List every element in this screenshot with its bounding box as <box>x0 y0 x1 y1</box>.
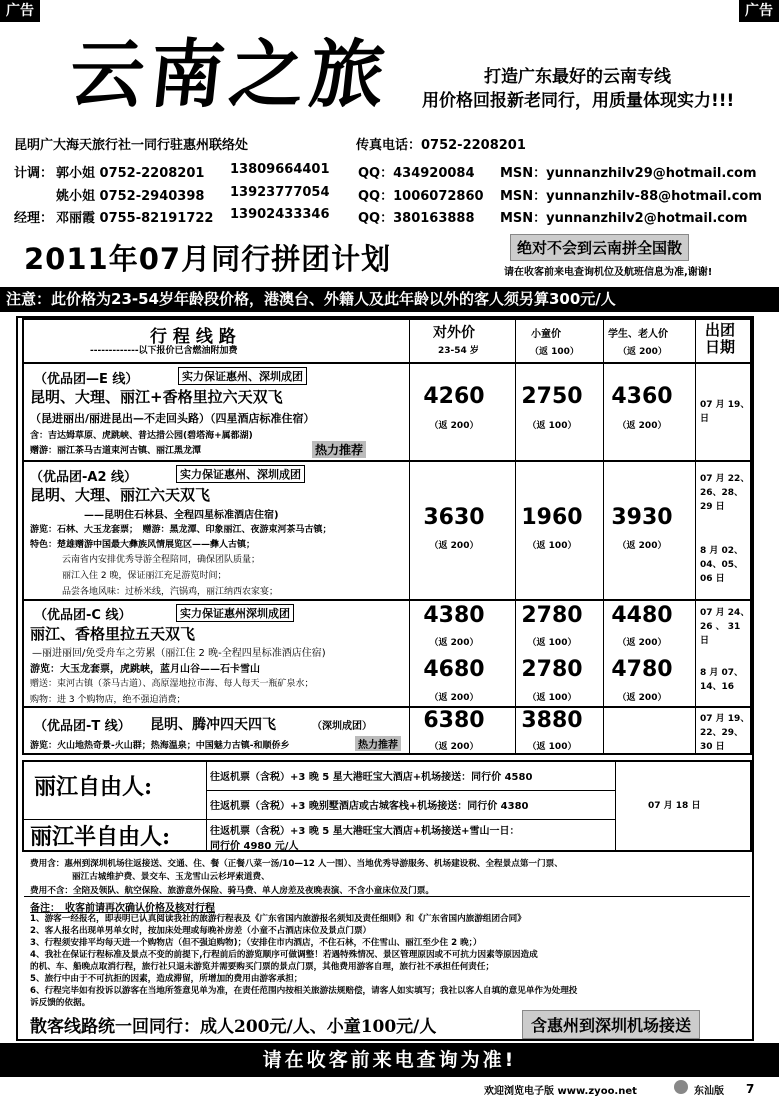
rebate: （返 200） <box>617 541 667 551</box>
airport-transfer-badge: 含惠州到深圳机场接送 <box>522 1010 700 1039</box>
tour-name: 昆明、大理、丽江六天双飞 <box>30 486 211 504</box>
col-divider <box>206 762 207 850</box>
rebate: （返 200） <box>429 421 479 431</box>
agency-name: 昆明广大海天旅行社一同行驻惠州联络处 <box>14 138 249 153</box>
col-divider <box>695 320 696 753</box>
fee-line: 费用不含：全陪及领队、航空保险、旅游意外保险、骑马费、单人房差及夜晚表演、不含小童床位及门票。 <box>30 886 434 896</box>
tour-tag: （优品团-A2 线） <box>30 470 138 485</box>
header-child-sub: （返 100） <box>530 347 579 357</box>
footer-site: 欢迎浏览电子版 www.zyoo.net <box>484 1086 637 1097</box>
tour-line: —丽进丽回/免受舟车之劳累（丽江住 2 晚-全程四星标准酒店住宿) <box>32 648 326 659</box>
free-label: 丽江自由人: <box>34 774 153 800</box>
rebate: （返 100） <box>527 638 577 648</box>
hot-recommend-badge: 热力推荐 <box>355 736 401 751</box>
depart-date: 07 月 19、22、29、30 日 <box>700 714 750 752</box>
price-adult: 3630 <box>423 505 485 530</box>
header-adult-sub: 23-54 岁 <box>438 346 479 356</box>
age-notice: 注意：此价格为23-54岁年龄段价格，港澳台、外籍人及此年龄以外的客人须另算300元/人 <box>0 287 779 312</box>
tour-line: 游览：石林、大玉龙套票； 赠游：黑龙潭、印象丽江、夜游束河茶马古镇； <box>30 525 332 535</box>
price-adult: 4380 <box>423 603 485 628</box>
logo: 云南之旅 <box>65 32 395 118</box>
contact-name: 邓丽霞 0755-82191722 <box>56 211 214 226</box>
guarantee-badge: 实力保证惠州、深圳成团 <box>178 367 307 385</box>
free-date: 07 月 18 日 <box>648 801 701 811</box>
tour-line: （昆进丽出/丽进昆出—不走回头路）（四星酒店标准住宿） <box>30 412 315 425</box>
depart-date: 8 月 07、14、16 <box>700 668 744 692</box>
role: 计调： <box>14 166 54 181</box>
mobile: 13923777054 <box>230 185 330 200</box>
row-divider <box>24 362 750 364</box>
page-number: 7 <box>746 1082 755 1096</box>
fee-line: 丽江古城维护费、景交车、玉龙雪山云杉坪索道费、 <box>72 872 270 882</box>
note-line: 4、我社在保证行程标准及景点不变的前提下,行程前后的游览顺序可做调整！若遇特殊情况、景区管理原因或不可抗力因素等原因造成 <box>30 950 538 960</box>
tour-line: 品尝各地风味：过桥米线，汽锅鸡，丽江纳西农家宴； <box>62 587 279 597</box>
qq: QQ：380163888 <box>358 211 475 226</box>
fee-line: 费用含：惠州到深圳机场往返接送、交通、住、餐（正餐八菜一汤/10—12 人一围）、当地优秀导游服务、机场建设税、全程景点第一门票、 <box>30 859 563 869</box>
header-child: 小童价 <box>531 329 561 340</box>
rebate: （返 200） <box>429 541 479 551</box>
retail-rebate-line: 散客线路统一回同行：成人200元/人、小童100元/人 <box>30 1017 437 1037</box>
price-child: 1960 <box>521 505 583 530</box>
msn: MSN：yunnanzhilv-88@hotmail.com <box>500 189 762 204</box>
tour-line: 游览：大玉龙套票，虎跳峡，蓝月山谷——石卡雪山 <box>30 664 260 675</box>
fax: 传真电话：0752-2208201 <box>356 138 526 153</box>
rebate: （返 100） <box>527 541 577 551</box>
tour-line: 特色：楚雄赠游中国最大彝族风情展览区——彝人古镇； <box>30 540 256 550</box>
guarantee-badge: 实力保证惠州、深圳成团 <box>176 465 305 483</box>
tour-suffix: （深圳成团） <box>312 721 372 732</box>
ad-label-right: 广告 <box>739 0 779 22</box>
globe-icon <box>674 1080 688 1094</box>
note-line: 诉反馈的依据。 <box>30 998 91 1008</box>
tour-name: 丽江、香格里拉五天双飞 <box>30 625 196 643</box>
rebate: （返 200） <box>429 742 479 752</box>
free-option-price: 同行价 4980 元/人 <box>210 841 299 852</box>
free-option: 往返机票（含税）+3 晚 5 星大港旺宝大酒店+机场接送+雪山一日： <box>210 826 520 837</box>
price-child: 2780 <box>521 657 583 682</box>
free-option: 往返机票（含税）+3 晚 5 星大港旺宝大酒店+机场接送：同行价 4580 <box>210 772 533 783</box>
slogan-2: 用价格回报新老同行，用质量体现实力!!! <box>422 91 735 111</box>
rebate: （返 200） <box>429 693 479 703</box>
header-adult: 对外价 <box>433 325 475 341</box>
header-senior-sub: （返 200） <box>618 347 667 357</box>
tour-tag: （优品团—E 线） <box>34 372 139 387</box>
half-free-label: 丽江半自由人: <box>30 824 171 850</box>
price-senior: 3930 <box>611 505 673 530</box>
note-line: 5、旅行中由于不可抗拒的因素，造成滞留，所增加的费用由游客承担； <box>30 974 303 984</box>
contact-name: 姚小姐 0752-2940398 <box>56 189 205 204</box>
msn: MSN：yunnanzhilv29@hotmail.com <box>500 166 757 181</box>
msn: MSN：yunnanzhilv2@hotmail.com <box>500 211 748 226</box>
price-senior: 4480 <box>611 603 673 628</box>
rebate: （返 200） <box>617 693 667 703</box>
rebate: （返 200） <box>617 638 667 648</box>
tour-line: 赠游：丽江茶马古道束河古镇、丽江黑龙潭 <box>30 446 202 456</box>
depart-date: 07 月 19、日 <box>700 400 750 424</box>
note-line: 3、行程须安排平均每天进一个购物店（但不强迫购物)；（安排住市内酒店，不住石林，不住雪山、丽江至少住 2 晚；） <box>30 938 482 948</box>
note-line: 1、游客一经报名，即表明已认真阅读我社的旅游行程表及《广东省国内旅游报名须知及责任细则》和《广东省国内旅游组团合同》 <box>30 914 526 924</box>
note-line: 的机、车、船晚点取消行程，旅行社只退未游览并需要购买门票的景点门票，其他费用游客自理，旅行社不承担任何责任； <box>30 962 495 972</box>
ad-label-left: 广告 <box>0 0 40 22</box>
mobile: 13902433346 <box>230 207 330 222</box>
price-adult: 4260 <box>423 384 485 409</box>
price-child: 2750 <box>521 384 583 409</box>
price-child: 2780 <box>521 603 583 628</box>
row-divider <box>206 790 615 791</box>
fee-divider <box>24 896 750 897</box>
sub-note: 请在收客前来电查询机位及航班信息为准,谢谢! <box>504 267 713 278</box>
rebate: （返 100） <box>527 693 577 703</box>
tour-line: 游览：火山地热奇景-火山群；热海温泉；中国魅力古镇-和顺侨乡 <box>30 741 290 751</box>
mobile: 13809664401 <box>230 162 330 177</box>
row-divider <box>24 706 750 708</box>
header-date: 出团日期 <box>705 321 736 356</box>
price-senior: 4360 <box>611 384 673 409</box>
tour-line: 购物：进 3 个购物店，绝不强迫消费； <box>30 695 186 705</box>
price-child: 3880 <box>521 708 583 733</box>
tour-line: 丽江入住 2 晚，保证丽江充足游览时间； <box>62 571 227 581</box>
tour-name: 昆明、大理、丽江+香格里拉六天双飞 <box>30 388 283 406</box>
tour-line: 含：吉达姆草原、虎跳峡、普达措公园(碧塔海+属都湖) <box>30 431 253 441</box>
depart-date: 07 月 22、26、28、29 日 <box>700 474 750 512</box>
price-adult: 6380 <box>423 708 485 733</box>
row-divider <box>24 460 750 462</box>
tour-name: 昆明、腾冲四天四飞 <box>150 717 276 733</box>
qq: QQ：434920084 <box>358 166 475 181</box>
tour-tag: （优品团-C 线） <box>34 608 132 623</box>
rebate: （返 200） <box>617 421 667 431</box>
depart-date: 07 月 24、26 、 31 日 <box>700 608 750 646</box>
header-route-sub: -------------以下报价已含燃油附加费 <box>90 346 238 356</box>
header-senior: 学生、老人价 <box>608 329 668 340</box>
qq: QQ：1006072860 <box>358 189 484 204</box>
price-adult: 4680 <box>423 657 485 682</box>
col-divider <box>615 762 616 850</box>
row-divider <box>24 599 750 601</box>
page-title: 2011年07月同行拼团计划 <box>24 242 392 276</box>
contact-name: 郭小姐 0752-2208201 <box>56 166 205 181</box>
depart-date: 8 月 02、04、05、06 日 <box>700 546 744 584</box>
footer-edition: 东汕版 <box>694 1086 724 1097</box>
guarantee-badge: 实力保证惠州深圳成团 <box>176 604 294 622</box>
rebate: （返 100） <box>527 742 577 752</box>
note-line: 2、客人报名出现单男单女时，按加床处理或每晚补房差（小童不占酒店床位及景点门票） <box>30 926 372 936</box>
hot-recommend-badge: 热力推荐 <box>312 441 366 458</box>
role: 经理： <box>14 211 54 226</box>
bottom-banner: 请在收客前来电查询为准! <box>0 1043 779 1077</box>
tour-tag: （优品团-T 线） <box>34 719 131 734</box>
rebate: （返 200） <box>429 638 479 648</box>
notes-title: 备注： 收客前请再次确认价格及核对行程 <box>30 903 215 914</box>
note-line: 6、行程完毕如有投诉以游客在当地所签意见单为准，在责任范围内按相关旅游法规赔偿，请客人如实填写；我社以客人自填的意见单作为处理投 <box>30 986 578 996</box>
tour-line: 云南省内安排优秀导游全程陪同，确保团队质量； <box>62 555 261 565</box>
tour-line: 赠送：束河古镇（茶马古道）、高原湿地拉市海、每人每天一瓶矿泉水； <box>30 679 314 689</box>
slogan-1: 打造广东最好的云南专线 <box>484 67 671 87</box>
tour-line: ——昆明住石林县、全程四星标准酒店住宿) <box>84 510 279 521</box>
free-option: 往返机票（含税）+3 晚别墅酒店或古城客栈+机场接送：同行价 4380 <box>210 801 529 812</box>
badge-no-nationwide: 绝对不会到云南拼全国散 <box>510 234 689 261</box>
price-senior: 4780 <box>611 657 673 682</box>
header-route: 行 程 线 路 <box>150 327 236 347</box>
rebate: （返 100） <box>527 421 577 431</box>
